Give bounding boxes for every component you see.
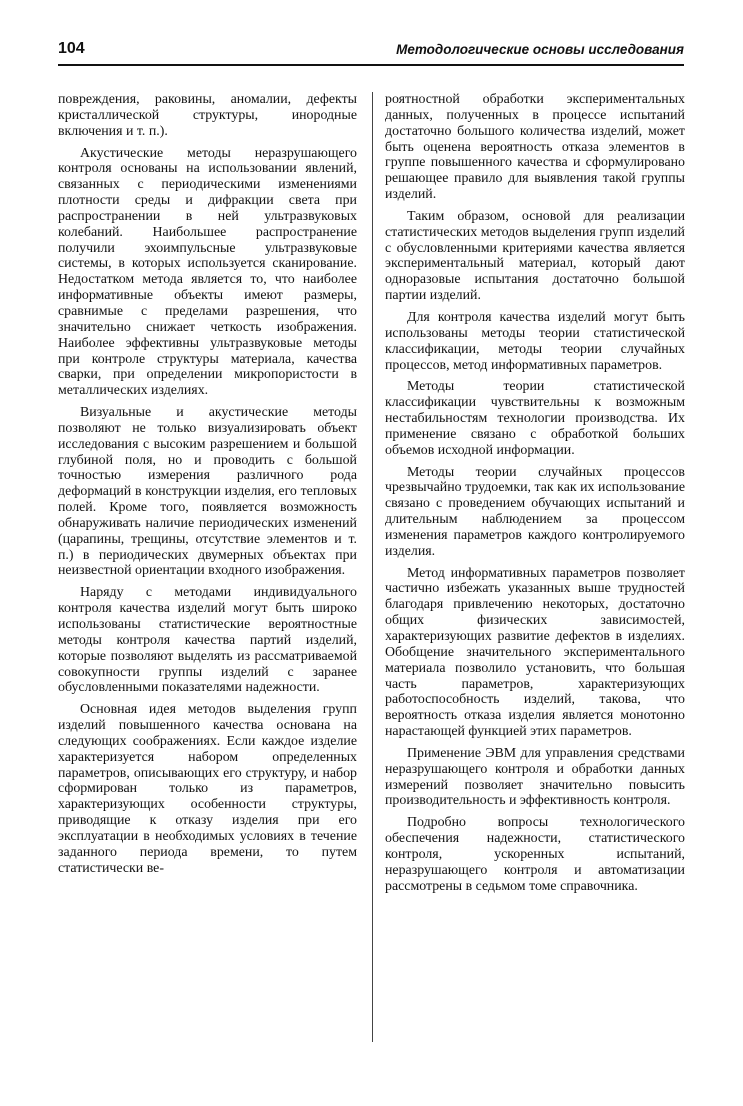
paragraph: Метод информативных параметров позволяет частично избежать указанных выше трудностей благодаря привлечению некоторых, достаточно общих физических зависимостей, характеризующих развитие дефектов в изделиях. Обобщение значительного экспериментального материала позволило установить, что большая часть параметров, характеризующих работоспособность изделий, такова, что вероятность отказа изделия является монотонно нарастающей функцией этих параметров. xyxy=(385,565,685,740)
column-divider xyxy=(372,92,373,1042)
paragraph: роятностной обработки экспериментальных данных, полученных в процессе испытаний достаточно большого количества изделий, может быть оценена вероятность отказа элементов в группе повышенного качества и сформулировано решающее правило для выявления такой группы изделий. xyxy=(385,92,685,203)
left-column xyxy=(58,92,357,877)
paragraph: повреждения, раковины, аномалии, дефекты кристаллической структуры, инородные включения и т. п.). xyxy=(58,92,357,139)
paragraph: Для контроля качества изделий могут быть использованы методы теории статистической классификации, методы теории случайных процессов, метод информативных параметров. xyxy=(385,309,685,373)
paragraph: Таким образом, основой для реализации статистических методов выделения групп изделий с обусловленными критериями качества является экспериментальный материал, который дают одноразовые испытания достаточно большой партии изделий. xyxy=(385,208,685,304)
paragraph: Применение ЭВМ для управления средствами неразрушающего контроля и обработки данных измерений позволяет значительно повысить производительность и эффективность контроля. xyxy=(385,745,685,809)
page-number: 104 xyxy=(58,40,85,57)
paragraph: Визуальные и акустические методы позволяют не только визуализировать объект исследования с высоким разрешением и большой глубиной поля, но и проводить с большой точностью измерения различного рода деформаций в конструкции изделия, его тепловых полей. Кроме того, появляется возможность обнаруживать наличие периодических изменений (царапины, трещины, отсутствие элементов и т. п.) в периодических двумерных объектах при неизвестной ориентации входного изображения. xyxy=(58,405,357,579)
page-header xyxy=(58,36,684,66)
paragraph: Методы теории статистической классификации чувствительны к возможным нестабильностям технологии производства. Их применение связано с обработкой больших объемов исходной информации. xyxy=(385,379,685,458)
paragraph: Акустические методы неразрушающего контроля основаны на использовании явлений, связанных с периодическими изменениями плотности среды и дифракции света при распространении в ней ультразвуковых колебаний. Наибольшее распространение получили эхоимпульсные ультразвуковые системы, в которых используется сканирование. Недостатком метода является то, что наиболее информативные объекты имеют размеры, сравнимые с пределами разрешения, что значительно снижает четкость изображения. Наиболее эффективны ультразвуковые методы при контроле структуры материала, качества сварки, при определении микропористости в металлических изделиях. xyxy=(58,145,357,399)
paragraph: Методы теории случайных процессов чрезвычайно трудоемки, так как их использование связано с проведением обучающих испытаний и длительным наблюдением за процессом изменения параметров каждого контролируемого изделия. xyxy=(385,464,685,559)
paragraph: Основная идея методов выделения групп изделий повышенного качества основана на следующих соображениях. Если каждое изделие характеризуется набором определенных параметров, описывающих его структуру, и набор сформирован только из параметров, характеризующих особенности структуры, приводящие к отказу изделия при его эксплуатации в необходимых условиях в течение заданного периода времени, то путем статистически ве- xyxy=(58,702,357,876)
paragraph: Наряду с методами индивидуального контроля качества изделий могут быть широко использованы статистические вероятностные методы контроля качества партий изделий, которые позволяют выделять из рассматриваемой совокупности группы изделий с заранее обусловленными показателями надежности. xyxy=(58,585,357,696)
right-column xyxy=(385,92,685,895)
paragraph: Подробно вопросы технологического обеспечения надежности, статистического контроля, ускоренных испытаний, неразрушающего контроля и автоматизации рассмотрены в седьмом томе справочника. xyxy=(385,815,685,894)
running-head: Методологические основы исследования xyxy=(396,42,684,57)
